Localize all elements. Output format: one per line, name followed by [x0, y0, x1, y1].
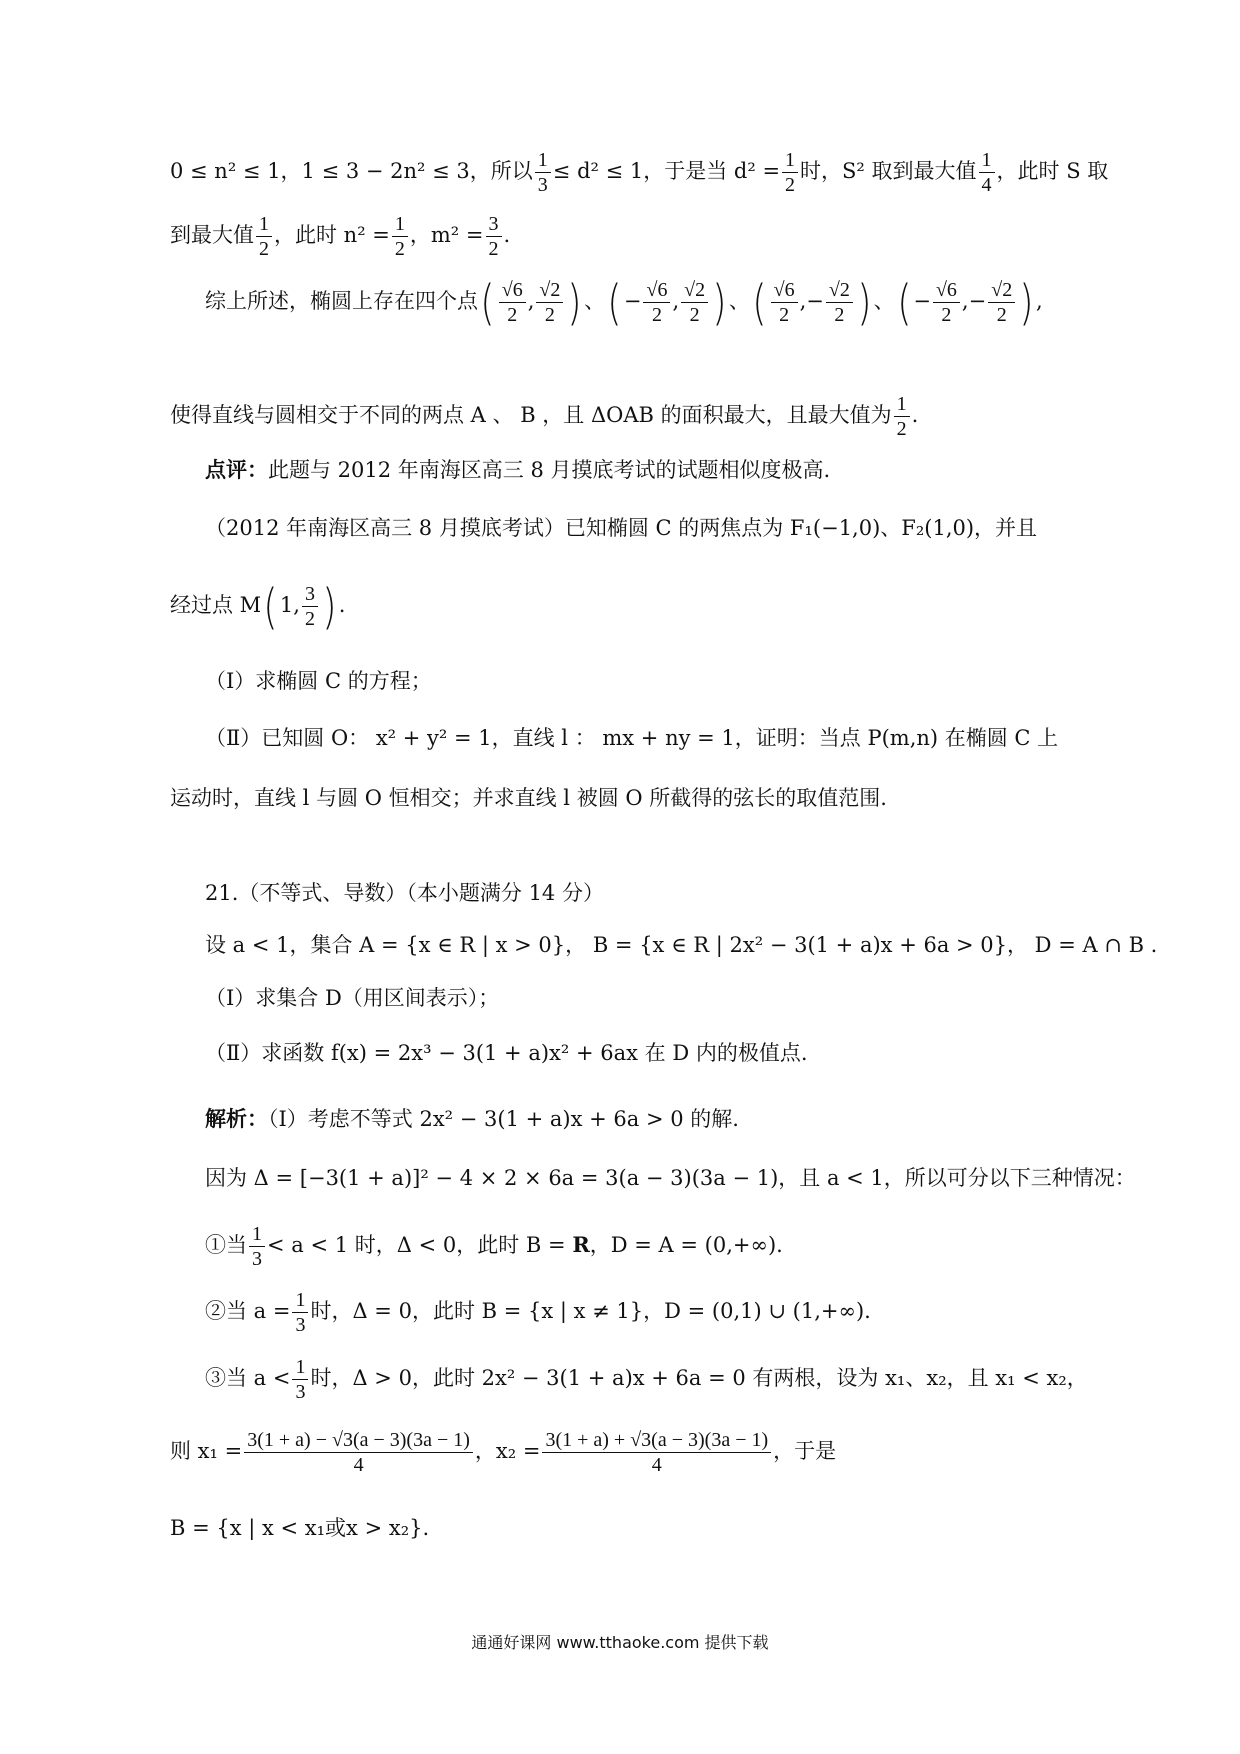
delta-line: 因为 Δ = [−3(1 + a)]² − 4 × 2 × 6a = 3(a − 3)(3a − 1)，且 a < 1，所以可分以下三种情况： — [205, 1166, 1136, 1190]
comment-line: 点评：此题与 2012 年南海区高三 8 月摸底考试的试题相似度极高. — [205, 458, 831, 482]
roots-line: 则 x₁ = $\frac{3(1 + a) - √3(a - 3)(3a - 1)}{4}$ ，x₂ = $\frac{3(1 + a) + √3(a - 3)(3a - 1)}{4}$ ，于是 — [170, 1429, 837, 1476]
problem-21-i: （Ⅰ）求集合 D（用区间表示）； — [205, 986, 500, 1010]
solution-line: 解析：（Ⅰ）考虑不等式 2x² − 3(1 + a)x + 6a > 0 的解. — [205, 1107, 739, 1131]
text-line-points: 综上所述，椭圆上存在四个点( $\frac{√6}{2}$ , $\frac{√2}{2}$ ) 、( − $\frac{√6}{2}$ , $\frac{√2}{2}$ ) 、( $\frac{√6}{2}$ ,− $\frac{√2}{2}$ ) 、( − $\frac{√6}{2}$ ,− $\frac{√2}{2}$ ) , — [205, 274, 1043, 331]
original-question-2: 经过点 M( 1, $\frac{3}{2}$ ) . — [170, 578, 346, 635]
text-line-2: 到最大值 $\frac{1}{2}$ ，此时 n² = $\frac{1}{2}$ ，m² = $\frac{3}{2}$ . — [170, 213, 511, 260]
question-ii: （Ⅱ）已知圆 O： x² + y² = 1，直线 l ： mx + ny = 1，证明：当点 P(m,n) 在椭圆 C 上 — [205, 726, 1059, 750]
case-1: ①当 $\frac{1}{3}$ < a < 1 时，Δ < 0，此时 B = R，D = A = (0,+∞). — [205, 1223, 783, 1270]
question-i: （Ⅰ）求椭圆 C 的方程； — [205, 669, 432, 693]
case-2: ②当 a = $\frac{1}{3}$ 时，Δ = 0，此时 B = {x | x ≠ 1}，D = (0,1) ∪ (1,+∞). — [205, 1289, 871, 1336]
footer: 通通好课网 www.tthaoke.com 提供下载 — [471, 1633, 769, 1652]
set-b-result: B = {x | x < x₁或x > x₂}. — [170, 1516, 430, 1540]
original-question: （2012 年南海区高三 8 月摸底考试）已知椭圆 C 的两焦点为 F₁(−1,0)、F₂(1,0)，并且 — [205, 516, 1038, 540]
case-3: ③当 a < $\frac{1}{3}$ 时，Δ > 0，此时 2x² − 3(1 + a)x + 6a = 0 有两根，设为 x₁、x₂，且 x₁ < x₂， — [205, 1356, 1088, 1403]
problem-21-title: 21.（不等式、导数）（本小题满分 14 分） — [205, 881, 604, 905]
question-ii-2: 运动时，直线 l 与圆 O 恒相交；并求直线 l 被圆 O 所截得的弦长的取值范围. — [170, 786, 887, 810]
problem-21-ii: （Ⅱ）求函数 f(x) = 2x³ − 3(1 + a)x² + 6ax 在 D 内的极值点. — [205, 1041, 808, 1065]
problem-21-sets: 设 a < 1，集合 A = {x ∈ R | x > 0}， B = {x ∈ R | 2x² − 3(1 + a)x + 6a > 0}， D = A ∩ B . — [205, 933, 1158, 957]
text-line-1: 0 ≤ n² ≤ 1，1 ≤ 3 − 2n² ≤ 3，所以 $\frac{1}{3}$ ≤ d² ≤ 1，于是当 d² = $\frac{1}{2}$ 时，S² 取到最大值 $\frac{1}{4}$ ，此时 S 取 — [170, 149, 1109, 196]
text-line-4: 使得直线与圆相交于不同的两点 A 、 B ，且 ΔOAB 的面积最大，且最大值为 $\frac{1}{2}$ . — [170, 393, 919, 440]
